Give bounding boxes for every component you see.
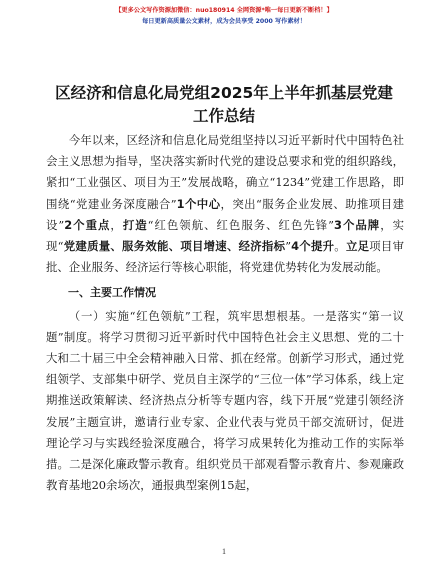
intro-bold-5: 党建质量、服务效能、项目增速、经济指标	[63, 239, 286, 254]
page-number: 1	[222, 547, 226, 556]
intro-bold-6: 4个提升	[291, 239, 335, 254]
banner-line-1: 【更多公文写作资源加微信：nuo180914 全网资源*唯一每日更新不断档！】	[115, 7, 333, 14]
intro-bold-1: 1个中心	[176, 196, 221, 211]
intro-text-3: ，	[110, 217, 123, 232]
intro-text-6: ”	[285, 239, 292, 254]
intro-text-4: “红色领航、红色服务、红色先锋”	[147, 217, 335, 232]
intro-text-7: 。	[334, 239, 346, 254]
intro-bold-7: 立足	[345, 239, 370, 254]
intro-text-1: 今年以来，区经济和信息化局党组坚持以习近平新时代中国特色社会主义思想为指导，坚决落实新时代党的建设总要求和党的组织路线，紧扣“工业强区、项目为王”发展战略，确立“1234”党建工作思路，即围绕“党建业务深度融合”	[46, 133, 404, 211]
header-banner	[0, 5, 448, 27]
document-title: 区经济和信息化局党组2025年上半年抓基层党建工作总结	[55, 84, 393, 125]
intro-bold-4: 3个品牌	[334, 217, 381, 232]
section-heading: 一、主要工作情况	[68, 286, 156, 300]
banner-line-2: 每日更新高质量公文素材，成为会员享受 2000 写作素材！	[142, 18, 306, 25]
intro-text-8: 项目审批、企业服务、经济运行等核心职能，将党建优势转化为发展动能。	[46, 239, 404, 275]
intro-text-5: ，实现“	[46, 217, 404, 254]
intro-paragraph	[46, 130, 404, 278]
document-body	[46, 130, 404, 496]
intro-text-2: ，突出“服务企业发展、助推项目建设”	[46, 196, 404, 232]
intro-bold-2: 2个重点	[64, 217, 111, 232]
intro-bold-3: 打造	[122, 217, 148, 232]
section-paragraph: （一）实施“红色领航”工程，筑牢思想根基。一是落实“第一议题”制度。将学习贯彻习近平新时代中国特色社会主义思想、党的二十大和二十届三中全会精神融入日常、抓在经常。创新学习形式，通过党组领学、支部集中研学、党员自主深学的“三位一体”学习体系，线上定期推送政策解读、经济热点分析等专题内容，线下开展“党建引领经济发展”主题宣讲，邀请行业专家、企业代表与党员干部交流研讨，促进理论学习与实践经验深度融合，将学习成果转化为推动工作的实际举措。二是深化廉政警示教育。组织党员干部观看警示教育片、参观廉政教育基地20余场次，通报典型案例15起，	[46, 308, 404, 493]
